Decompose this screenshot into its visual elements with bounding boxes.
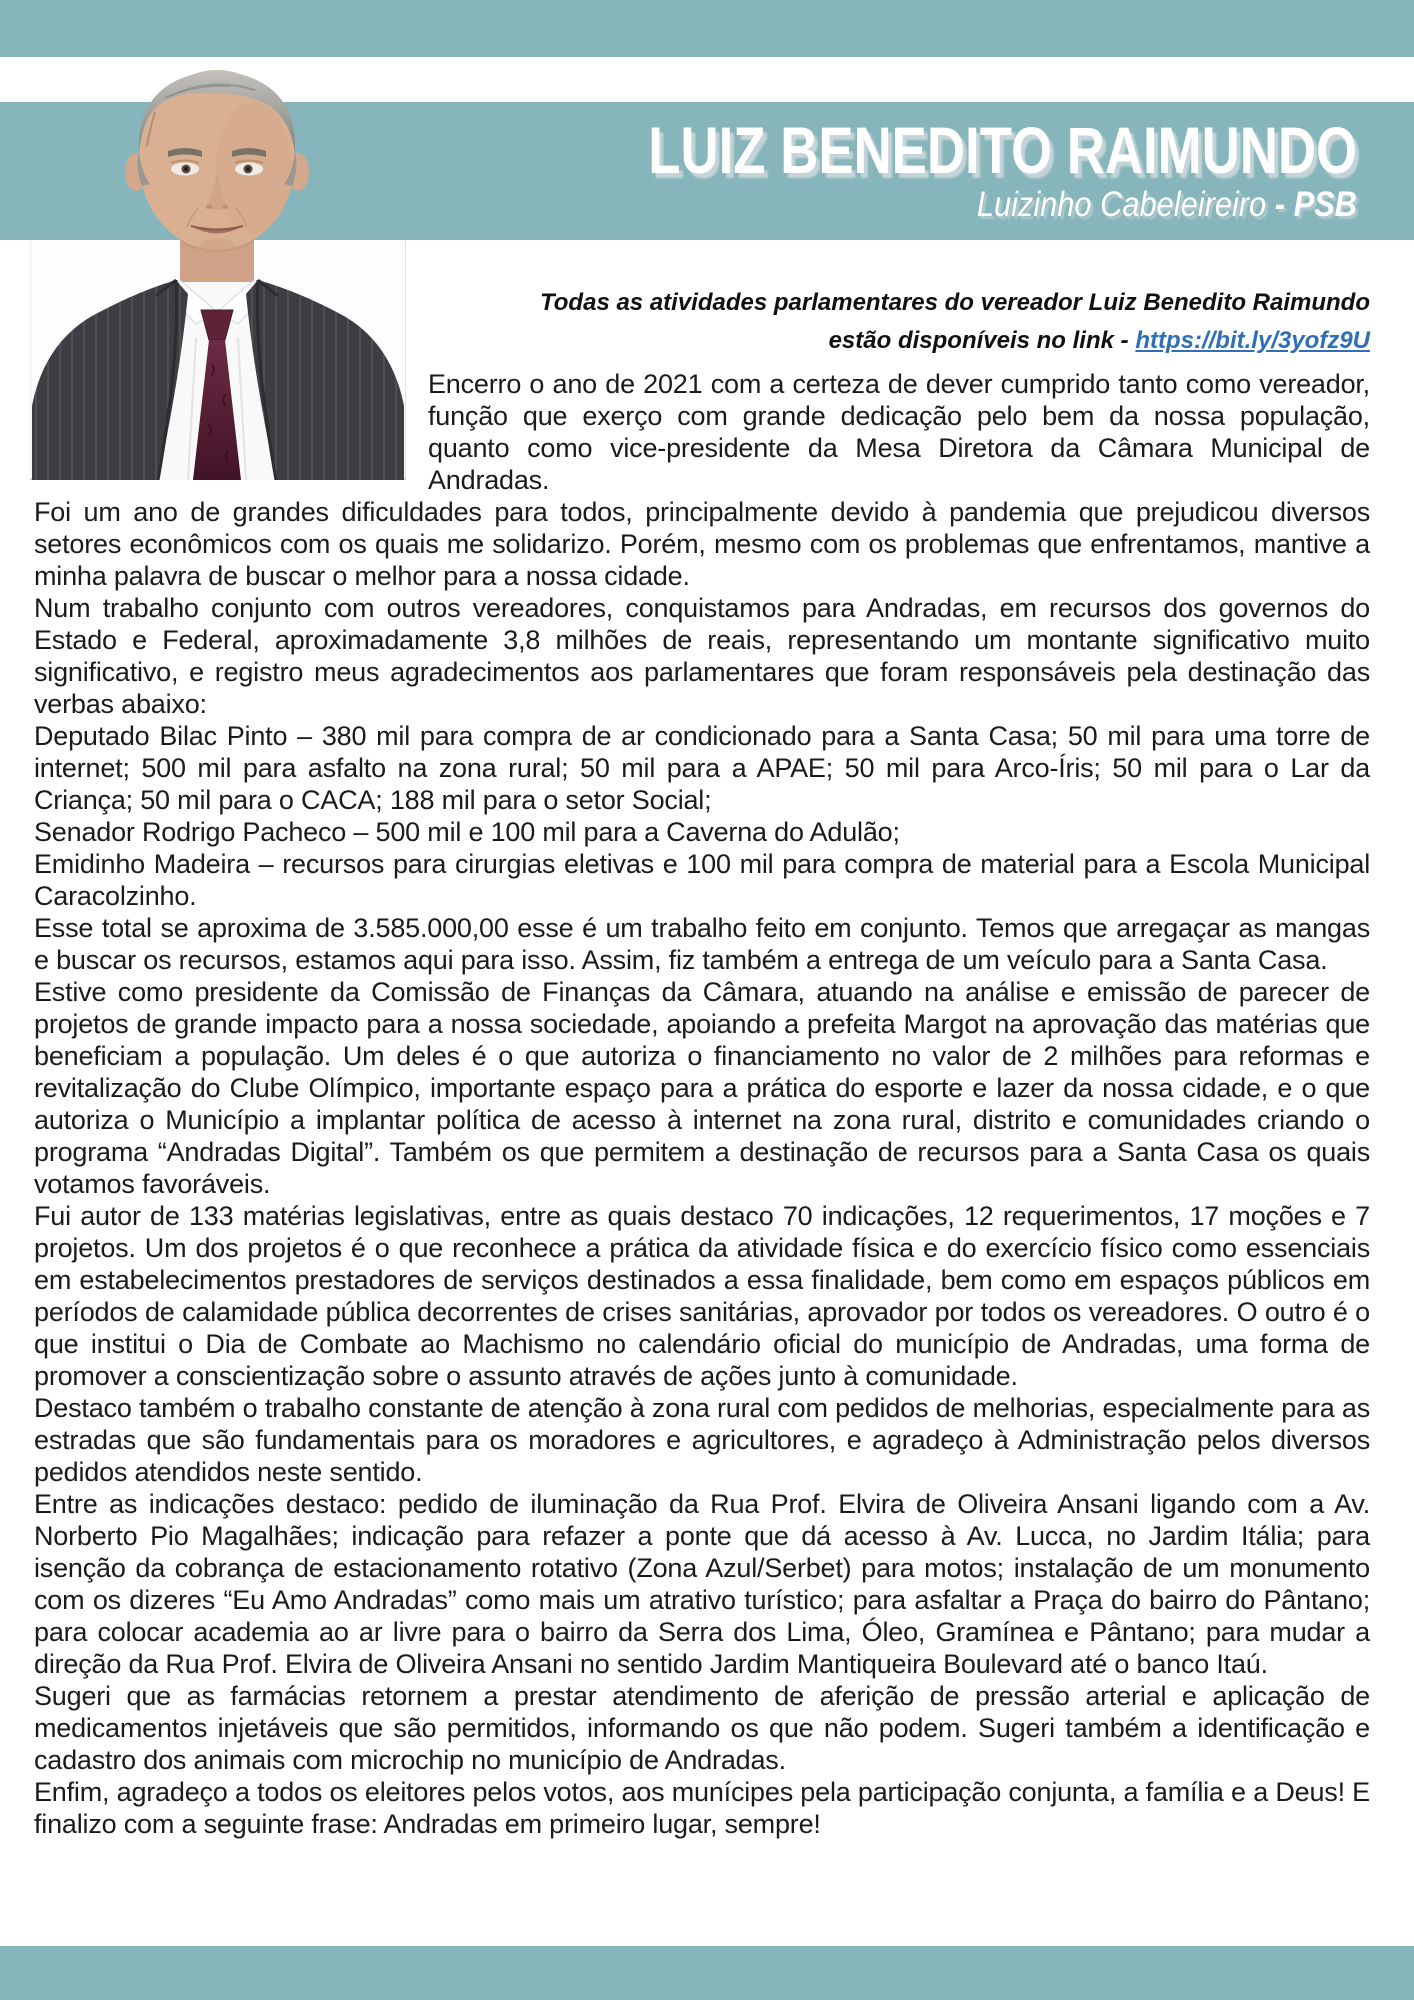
paragraph-intro-year: Encerro o ano de 2021 com a certeza de dever cumprido tanto como vereador, função que exerço com grande dedicação pelo bem da nossa população, quanto como vice-presidente da Mesa Diretora da Câmara Municipal de Andradas. [428,369,1370,495]
report-body [34,240,1370,1840]
paragraph-total: Esse total se aproxima de 3.585.000,00 esse é um trabalho feito em conjunto. Temos que arregaçar as mangas e buscar os recursos, estamos aqui para isso. Assim, fiz também a entrega de um veículo para a Santa Casa. [34,913,1370,975]
paragraph-pharmacies: Sugeri que as farmácias retornem a prestar atendimento de aferição de pressão arterial e aplicação de medicamentos injetáveis que são permitidos, informando os que não podem. Sugeri também a identificação e cadastro dos animais com microchip no município de Andradas. [34,1681,1370,1775]
paragraph-rodrigo-pacheco: Senador Rodrigo Pacheco – 500 mil e 100 mil para a Caverna do Adulão; [34,817,900,847]
paragraph-joint-work: Num trabalho conjunto com outros vereadores, conquistamos para Andradas, em recursos dos governos do Estado e Federal, aproximadamente 3,8 milhões de reais, representando um montante significativo muito significativo, e registro meus agradecimentos aos parlamentares que foram responsáveis pela destinação das verbas abaixo: [34,593,1370,719]
paragraph-emidinho-madeira: Emidinho Madeira – recursos para cirurgias eletivas e 100 mil para compra de material para a Escola Municipal Caracolzinho. [34,849,1370,911]
paragraph-finance-committee: Estive como presidente da Comissão de Finanças da Câmara, atuando na análise e emissão de parecer de projetos de grande impacto para a nossa sociedade, apoiando a prefeita Margot na aprovação das matérias que beneficiam a população. Um deles é o que autoriza o financiamento no valor de 2 milhões para reformas e revitalização do Clube Olímpico, importante espaço para a prática do esporte e lazer da nossa cidade, e o que autoriza o Município a implantar política de acesso à internet na zona rural, distrito e comunidades criando o programa “Andradas Digital”. Também os que permitem a destinação de recursos para a Santa Casa os quais votamos favoráveis. [34,977,1370,1199]
bottom-accent-band [0,1946,1414,2000]
top-accent-band [0,0,1414,57]
paragraph-pandemic: Foi um ano de grandes dificuldades para todos, principalmente devido à pandemia que prejudicou diversos setores econômicos com os quais me solidarizo. Porém, mesmo com os problemas que enfrentamos, mantive a minha palavra de buscar o melhor para a nossa cidade. [34,497,1370,591]
subtitle-nickname: Luizinho Cabeleireiro [976,185,1275,225]
paragraph-rural-zone: Destaco também o trabalho constante de atenção à zona rural com pedidos de melhorias, especialmente para as estradas que são fundamentais para os moradores e agricultores, e agradeço à Administração pelos diversos pedidos atendidos neste sentido. [34,1393,1370,1487]
page-title: LUIZ BENEDITO RAIMUNDO [648,113,1357,188]
intro-line-2-text: estão disponíveis no link - [828,327,1136,354]
portrait-spacer [34,240,428,480]
paragraph-legislative-output: Fui autor de 133 matérias legislativas, entre as quais destaco 70 indicações, 12 requerimentos, 17 moções e 7 projetos. Um dos projetos é o que reconhece a prática da atividade física e do exercício físico como essenciais em estabelecimentos prestadores de serviços destinados a essa finalidade, bem como em espaços públicos em períodos de calamidade pública decorrentes de crises sanitárias, aprovador por todos os vereadores. O outro é o que institui o Dia de Combate ao Machismo no calendário oficial do município de Andradas, uma forma de promover a conscientização sobre o assunto através de ações junto à comunidade. [34,1201,1370,1391]
page-subtitle [977,186,1357,225]
activities-link[interactable]: https://bit.ly/3yofz9U [1135,327,1370,354]
subtitle-party: - PSB [1274,185,1357,225]
intro-line-1: Todas as atividades parlamentares do vereador Luiz Benedito Raimundo [540,289,1370,316]
paragraph-bilac-pinto: Deputado Bilac Pinto – 380 mil para compra de ar condicionado para a Santa Casa; 50 mil para uma torre de internet; 500 mil para asfalto na zona rural; 50 mil para a APAE; 50 mil para Arco-Íris; 50 mil para o Lar da Criança; 50 mil para o CACA; 188 mil para o setor Social; [34,721,1370,815]
paragraph-indications: Entre as indicações destaco: pedido de iluminação da Rua Prof. Elvira de Oliveira Ansani ligando com a Av. Norberto Pio Magalhães; indicação para refazer a ponte que dá acesso à Av. Lucca, no Jardim Itália; para isenção da cobrança de estacionamento rotativo (Zona Azul/Serbet) para motos; instalação de um monumento com os dizeres “Eu Amo Andradas” como mais um atrativo turístico; para asfaltar a Praça do bairro do Pântano; para colocar academia ao ar livre para o bairro da Serra dos Lima, Óleo, Gramínea e Pântano; para mudar a direção da Rua Prof. Elvira de Oliveira Ansani no sentido Jardim Mantiqueira Boulevard até o banco Itaú. [34,1489,1370,1679]
paragraph-closing: Enfim, agradeço a todos os eleitores pelos votos, aos munícipes pela participação conjunta, a família e a Deus! E finalizo com a seguinte frase: Andradas em primeiro lugar, sempre! [34,1777,1370,1839]
